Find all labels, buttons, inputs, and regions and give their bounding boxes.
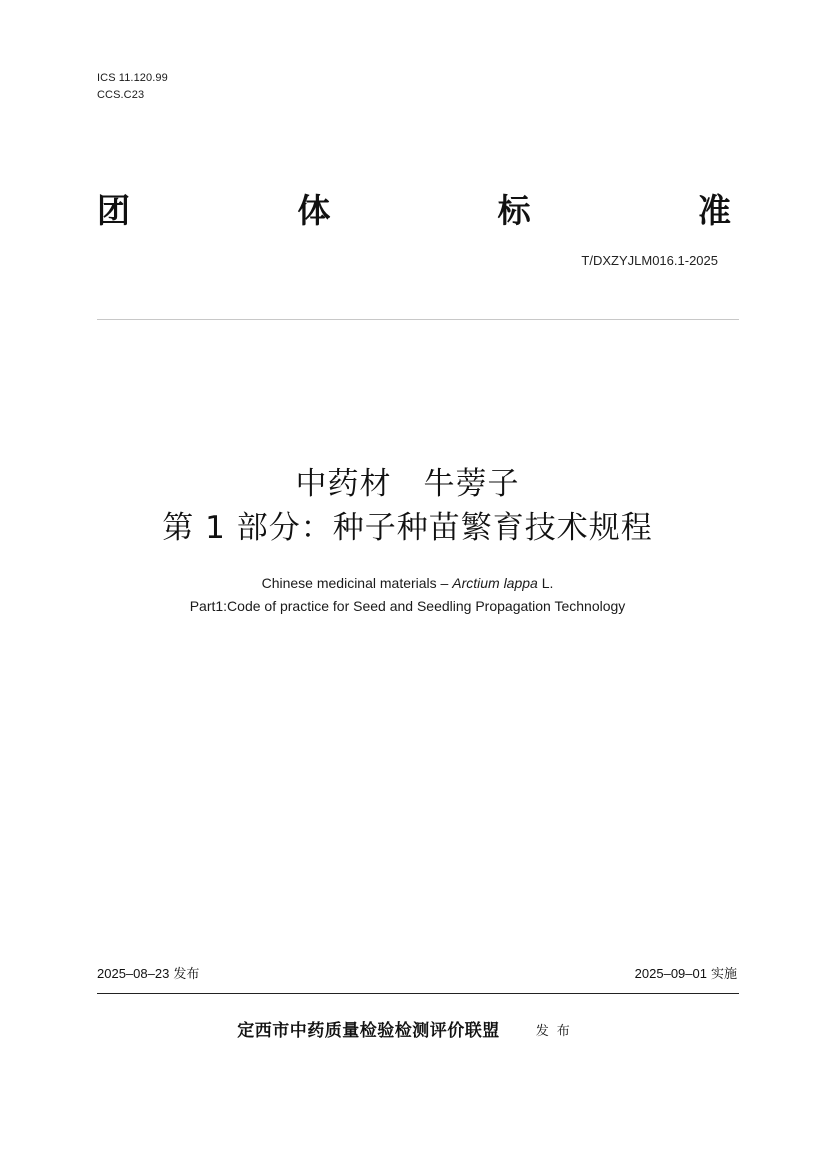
standard-type-char-2: 体 — [297, 190, 331, 230]
ccs-code: CCS.C23 — [97, 89, 145, 101]
implement-date-value: 2025–09–01 — [634, 966, 707, 981]
top-divider — [97, 319, 739, 320]
title-line-1: 中药材 牛蒡子 — [295, 466, 520, 502]
publish-label: 发布 — [173, 967, 200, 982]
standard-type-char-4: 准 — [697, 190, 731, 230]
bottom-divider — [97, 993, 739, 994]
classification-codes — [97, 70, 168, 104]
english-title-line-2: Part1:Code of practice for Seed and Seedling Propagation Technology — [189, 598, 626, 614]
publish-date — [97, 963, 199, 982]
title-line-2: 第 1 部分：种子种苗繁育技术规程 — [162, 510, 653, 546]
implement-date — [635, 963, 737, 982]
publisher-block — [0, 1016, 815, 1041]
english-title — [0, 572, 815, 618]
english-title-line-1 — [0, 572, 815, 595]
english-title-suffix: L. — [537, 575, 554, 591]
publisher-action: 发布 — [535, 1024, 578, 1039]
standard-number: T/DXZYJLM016.1-2025 — [581, 253, 718, 268]
standard-type-char-3: 标 — [497, 190, 531, 230]
english-title-prefix: Chinese medicinal materials – — [261, 575, 453, 591]
ics-code: ICS 11.120.99 — [97, 72, 168, 84]
publisher-name: 定西市中药质量检验检测评价联盟 — [237, 1021, 500, 1041]
standard-type-heading — [97, 186, 731, 230]
publish-date-value: 2025–08–23 — [97, 966, 170, 981]
standard-type-char-1: 团 — [97, 190, 130, 230]
chinese-title — [0, 462, 815, 550]
species-name: Arctium lappa — [452, 575, 538, 591]
implement-label: 实施 — [710, 967, 737, 982]
